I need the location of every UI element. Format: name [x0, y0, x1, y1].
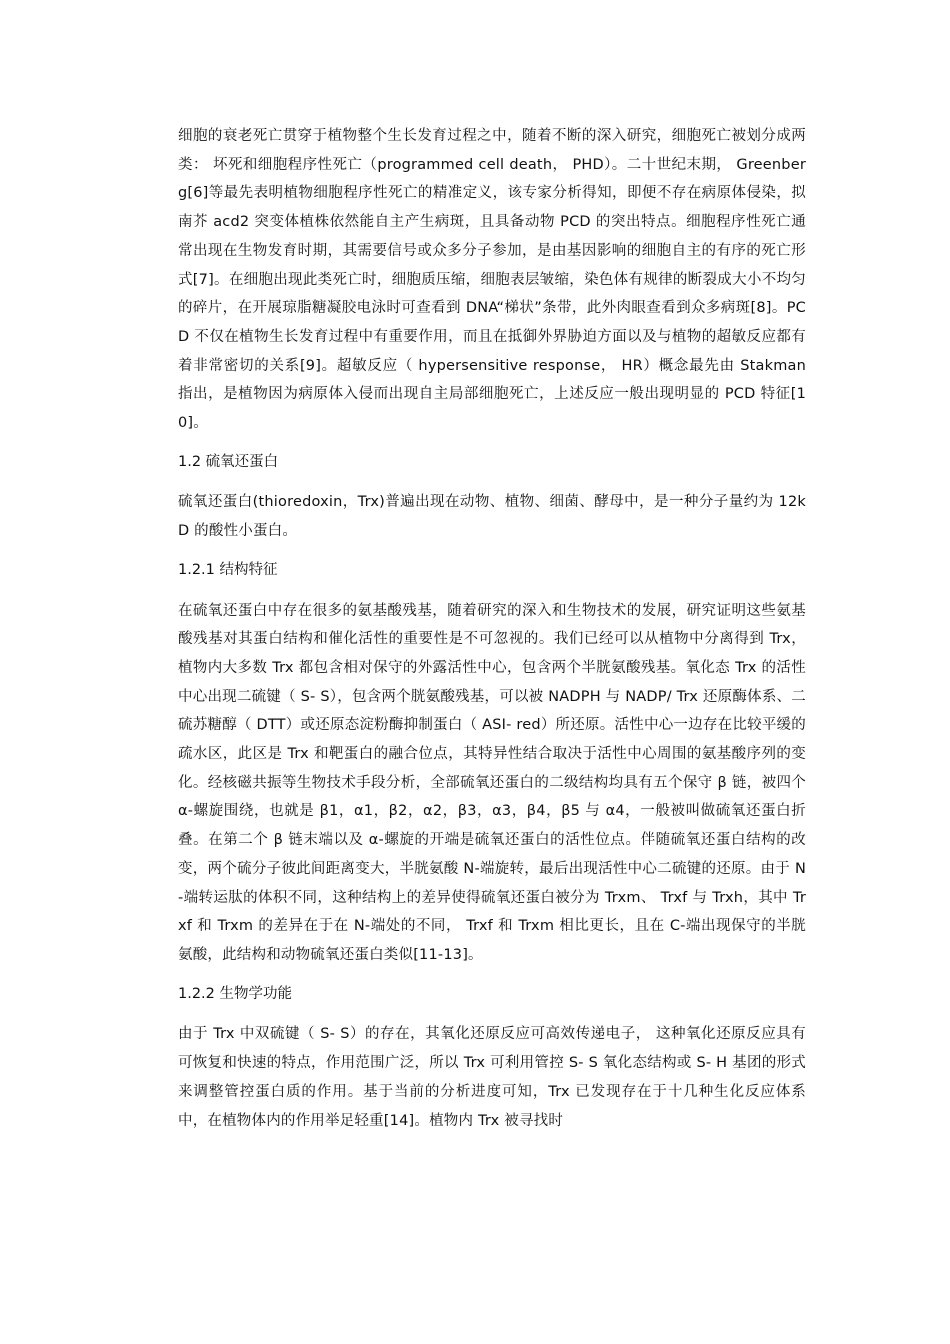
paragraph-thioredoxin-intro: 硫氧还蛋白(thioredoxin，Trx)普遍出现在动物、植物、细菌、酵母中，是一种分子量约为 12kD 的酸性小蛋白。 [178, 494, 806, 540]
subsection-heading-function: 1.2.2 生物学功能 [178, 985, 293, 1002]
paragraph-structure: 在硫氧还蛋白中存在很多的氨基酸残基，随着研究的深入和生物技术的发展，研究证明这些氨基酸残基对其蛋白结构和催化活性的重要性是不可忽视的。我们已经可以从植物中分离得到 Trx，植物内大多数 Trx 都包含相对保守的外露活性中心，包含两个半胱氨酸残基。氧化态 Trx 的活性中心出现二硫键（ S- S），包含两个胱氨酸残基，可以被 NADPH 与 NADP/ Trx 还原酶体系、二硫苏糖醇（ DTT）或还原态淀粉酶抑制蛋白（ ASI- red）所还原。活性中心一边存在比较平缓的疏水区，此区是 Trx 和靶蛋白的融合位点，其特异性结合取决于活性中心周围的氨基酸序列的变化。经核磁共振等生物技术手段分析，全部硫氧还蛋白的二级结构均具有五个保守 β 链，被四个 α-螺旋围绕，也就是 β1，α1，β2，α2，β3，α3，β4，β5 与 α4，一般被叫做硫氧还蛋白折叠。在第二个 β 链末端以及 α-螺旋的开端是硫氧还蛋白的活性位点。伴随硫氧还蛋白结构的改变，两个硫分子彼此间距离变大，半胱氨酸 N-端旋转，最后出现活性中心二硫键的还原。由于 N-端转运肽的体积不同，这种结构上的差异使得硫氧还蛋白被分为 Trxm、 Trxf 与 Trxh，其中 Trxf 和 Trxm 的差异在于在 N-端处的不同， Trxf 和 Trxm 相比更长，且在 C-端出现保守的半胱氨酸，此结构和动物硫氧还蛋白类似[11-13]。 [178, 602, 806, 963]
document-body [178, 122, 806, 1135]
subsection-heading-structure: 1.2.1 结构特征 [178, 561, 278, 578]
paragraph-function: 由于 Trx 中双硫键（ S- S）的存在，其氧化还原反应可高效传递电子， 这种氧化还原反应具有可恢复和快速的特点，作用范围广泛，所以 Trx 可利用管控 S- S 氧化态结构或 S- H 基团的形式来调整管控蛋白质的作用。基于当前的分析进度可知，Trx 已发现存在于十几种生化反应体系中，在植物体内的作用举足轻重[14]。植物内 Trx 被寻找时 [178, 1026, 806, 1129]
paragraph-cell-death: 细胞的衰老死亡贯穿于植物整个生长发育过程之中，随着不断的深入研究，细胞死亡被划分成两类： 坏死和细胞程序性死亡（programmed cell death， PHD）。二十世纪末期， Greenberg[6]等最先表明植物细胞程序性死亡的精准定义，该专家分析得知，即便不存在病原体侵染，拟南芥 acd2 突变体植株依然能自主产生病斑，且具备动物 PCD 的突出特点。细胞程序性死亡通常出现在生物发育时期，其需要信号或众多分子参加，是由基因影响的细胞自主的有序的死亡形式[7]。在细胞出现此类死亡时，细胞质压缩，细胞表层皱缩，染色体有规律的断裂成大小不均匀的碎片，在开展琼脂糖凝胶电泳时可查看到 DNA“梯状”条带，此外肉眼查看到众多病斑[8]。PCD 不仅在植物生长发育过程中有重要作用，而且在抵御外界胁迫方面以及与植物的超敏反应都有着非常密切的关系[9]。超敏反应（ hypersensitive response， HR）概念最先由 Stakman 指出，是植物因为病原体入侵而出现自主局部细胞死亡，上述反应一般出现明显的 PCD 特征[10]。 [178, 128, 806, 432]
section-heading-thioredoxin: 1.2 硫氧还蛋白 [178, 453, 279, 470]
